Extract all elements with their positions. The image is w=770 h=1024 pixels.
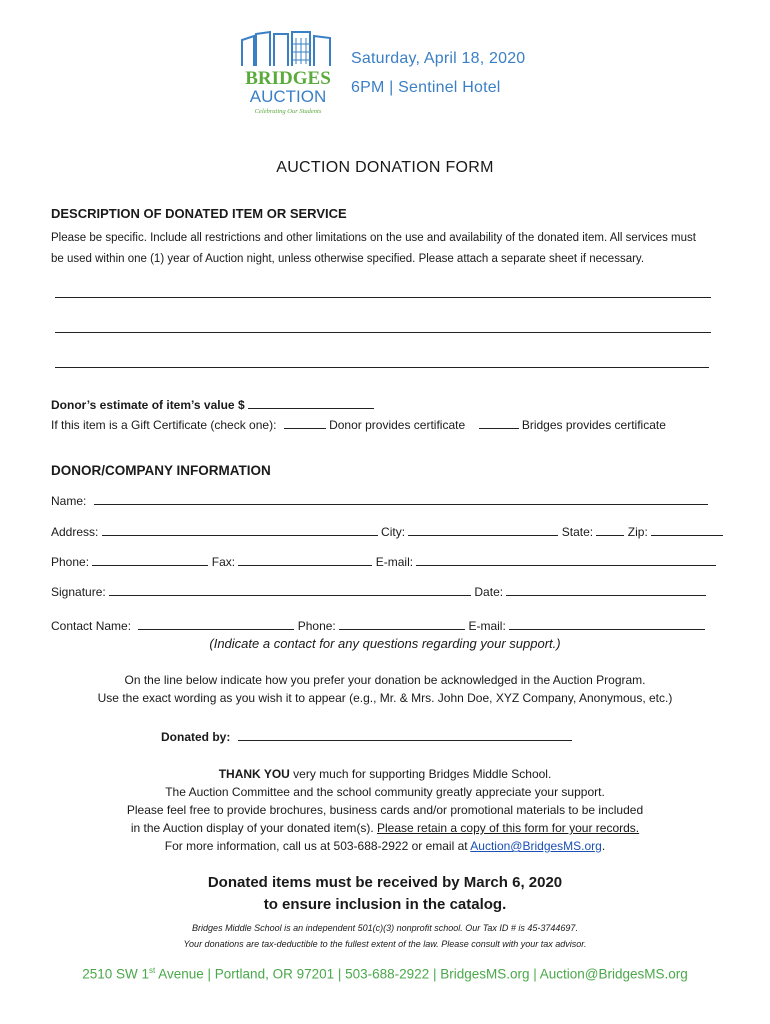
thanks-line-5-pre: For more information, call us at 503-688-2922 or email at [164,839,468,853]
city-field[interactable] [408,523,558,536]
name-label: Name: [51,494,87,508]
date-label: Date: [474,585,504,599]
contact-email-field[interactable] [509,617,705,630]
name-row [51,492,708,508]
bridges-auction-logo [238,30,338,116]
city-label: City: [381,525,406,539]
description-instructions: Please be specific. Include all restrictions and other limitations on the use and availability of the donated item. All services must be used within one (1) year of Auction night, unless otherwise specified. Please attach a separate sheet if necessary. [51,232,696,265]
bridges-certificate-checkbox[interactable] [479,416,519,429]
fax-field[interactable] [238,553,372,566]
thanks-line-4 [0,819,770,837]
footer-address-post: Avenue | Portland, OR 97201 | 503-688-2922 | BridgesMS.org | Auction@BridgesMS.org [155,966,688,982]
thanks-line-1-rest: very much for supporting Bridges Middle School. [293,767,552,781]
bridges-certificate-option: Bridges provides certificate [521,418,666,432]
donated-by-field[interactable] [238,728,572,741]
value-field[interactable] [248,396,374,409]
thanks-line-5 [0,837,770,855]
tax-line-2: Your donations are tax-deductible to the fullest extent of the law. Please consult with your tax advisor. [183,939,587,949]
fax-label: Fax: [211,555,236,569]
address-field[interactable] [102,523,378,536]
state-field[interactable] [596,523,624,536]
contact-name-field[interactable] [138,617,294,630]
auction-email-link[interactable]: Auction@BridgesMS.org [470,839,602,853]
contact-phone-field[interactable] [339,617,465,630]
thanks-line-4-pre: in the Auction display of your donated item(s). [130,821,374,835]
donated-by-label: Donated by: [161,730,231,744]
description-line-3[interactable] [55,367,709,368]
value-row [51,396,374,412]
value-label: Donor’s estimate of item’s value $ [51,398,245,412]
contact-name-label: Contact Name: [51,619,132,633]
thanks-line-1 [0,765,770,783]
svg-text:BRIDGES: BRIDGES [245,68,331,89]
signature-row [51,583,706,599]
state-label: State: [561,525,594,539]
description-line-2[interactable] [55,332,711,333]
footer-address-pre: 2510 SW 1 [82,966,149,982]
thanks-line-5-post: . [601,839,606,853]
donor-certificate-option: Donor provides certificate [329,418,466,432]
gift-certificate-row [51,416,666,432]
signature-label: Signature: [51,585,106,599]
acknowledgement-line-2: Use the exact wording as you wish it to appear (e.g., Mr. & Mrs. John Doe, XYZ Company, Anonymous, etc.) [97,691,673,705]
donor-certificate-checkbox[interactable] [284,416,326,429]
svg-text:Celebrating Our Students: Celebrating Our Students [254,108,322,115]
event-place: 6PM | Sentinel Hotel [351,79,501,96]
zip-label: Zip: [627,525,648,539]
contact-note: (Indicate a contact for any questions regarding your support.) [209,636,561,651]
form-title: AUCTION DONATION FORM [276,159,494,176]
description-heading: DESCRIPTION OF DONATED ITEM OR SERVICE [51,206,347,221]
acknowledgement-line-1: On the line below indicate how you prefer your donation be acknowledged in the Auction Program. [124,673,646,687]
contact-email-label: E-mail: [468,619,506,633]
date-field[interactable] [506,583,706,596]
footer-address-sup: st [149,966,156,975]
tax-line-1: Bridges Middle School is an independent 501(c)(3) nonprofit school. Our Tax ID # is 45-3744697. [192,923,578,933]
donor-heading: DONOR/COMPANY INFORMATION [51,463,271,478]
description-line-1[interactable] [55,297,711,298]
contact-row [51,617,705,633]
phone-field[interactable] [92,553,208,566]
zip-field[interactable] [651,523,723,536]
email-field[interactable] [416,553,716,566]
footer-contact [0,966,770,982]
gift-certificate-label: If this item is a Gift Certificate (check one): [51,418,277,432]
phone-row [51,553,716,569]
address-row [51,523,723,539]
phone-label: Phone: [51,555,90,569]
donated-by-row [161,728,572,744]
deadline-line-1: Donated items must be received by March 6, 2020 [207,874,563,891]
thanks-bold: THANK YOU [218,767,290,781]
svg-text:AUCTION: AUCTION [249,87,327,106]
signature-field[interactable] [109,583,471,596]
contact-phone-label: Phone: [297,619,336,633]
thanks-line-2: The Auction Committee and the school community greatly appreciate your support. [165,785,605,799]
event-date: Saturday, April 18, 2020 [351,50,526,67]
deadline-line-2: to ensure inclusion in the catalog. [263,896,507,913]
thanks-line-3: Please feel free to provide brochures, business cards and/or promotional materials to be included [126,803,644,817]
name-field[interactable] [94,492,708,505]
retain-copy-note: Please retain a copy of this form for your records. [377,821,640,835]
logo-building-graphic [238,30,338,116]
address-label: Address: [51,525,99,539]
email-label: E-mail: [375,555,414,569]
